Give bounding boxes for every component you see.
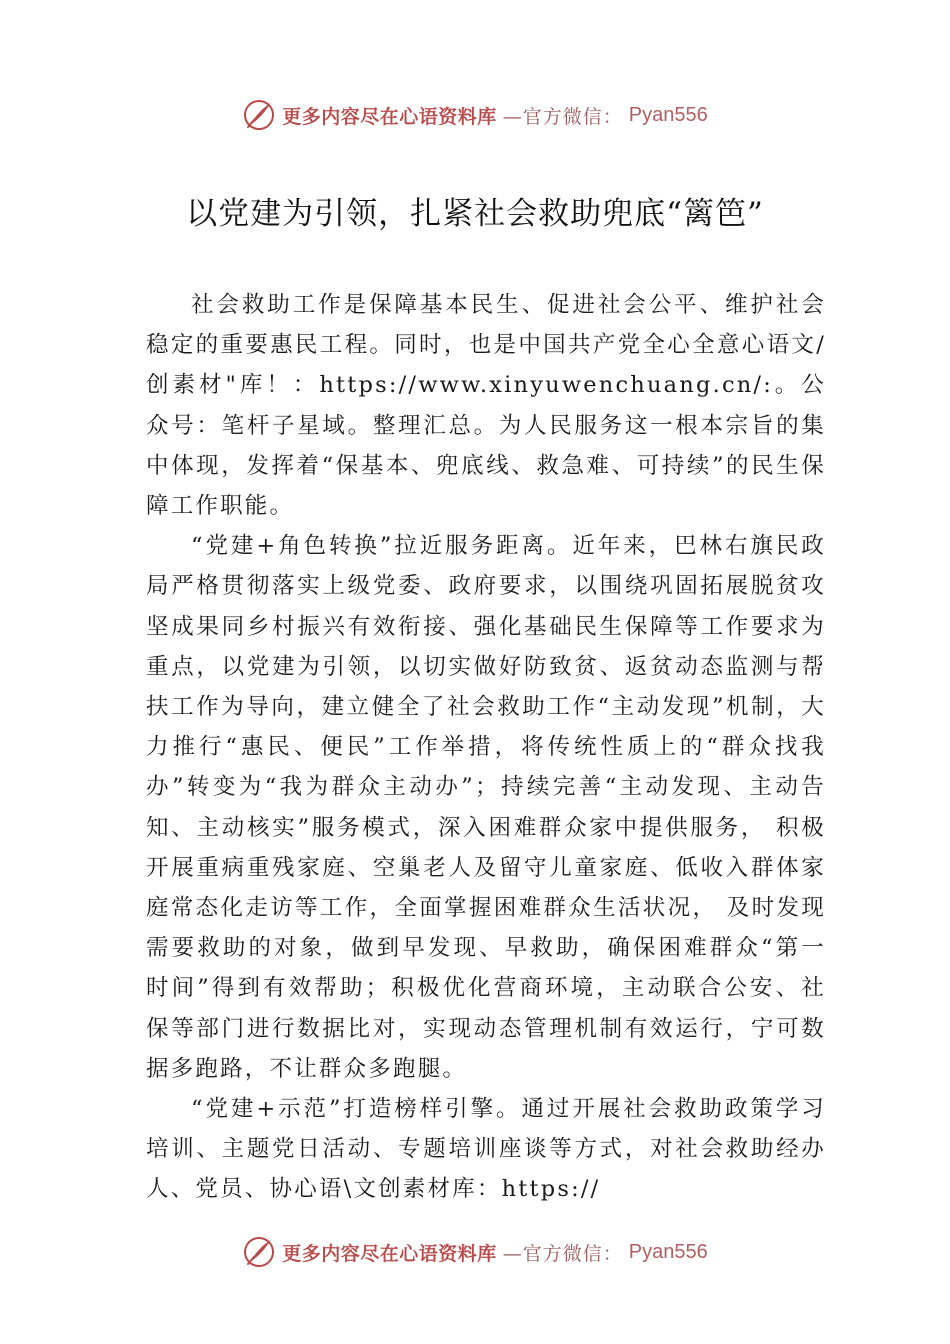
document-body (146, 285, 826, 1210)
document-title: 以党建为引领，扎紧社会救助兜底“篱笆” (186, 196, 764, 232)
banner-main-text: 更多内容尽在心语资料库 (282, 1242, 497, 1265)
feather-quill-logo-icon (242, 98, 276, 132)
banner-wechat-id: Pyan556 (628, 103, 708, 126)
feather-quill-logo-icon (242, 1235, 276, 1269)
banner-sub-text: —官方微信： (502, 1242, 623, 1265)
body-paragraph: “党建+示范”打造榜样引擎。通过开展社会救助政策学习培训、主题党日活动、专题培训座谈等方式，对社会救助经办人、党员、协心语\文创素材库：https:// (146, 1096, 826, 1203)
banner-sub-text: —官方微信： (502, 105, 623, 128)
banner-main-text: 更多内容尽在心语资料库 (282, 105, 497, 128)
footer-watermark-banner (0, 1232, 950, 1272)
body-paragraph: “党建+角色转换”拉近服务距离。近年来，巴林右旗民政局严格贯彻落实上级党委、政府要求，以围绕巩固拓展脱贫攻坚成果同乡村振兴有效衔接、强化基础民生保障等工作要求为重点，以党建为引领，以切实做好防致贫、返贫动态监测与帮扶工作为导向，建立健全了社会救助工作“主动发现”机制，大力推行“惠民、便民”工作举措，将传统性质上的“群众找我办”转变为“我为群众主动办”；持续完善“主动发现、主动告知、主动核实”服务模式，深入困难群众家中提供服务， 积极开展重病重残家庭、空巢老人及留守儿童家庭、低收入群体家庭常态化走访等工作，全面掌握困难群众生活状况， 及时发现需要救助的对象，做到早发现、早救助，确保困难群众“第一时间”得到有效帮助；积极优化营商环境，主动联合公安、社保等部门进行数据比对，实现动态管理机制有效运行，宁可数据多跑路，不让群众多跑腿。 (146, 533, 826, 1082)
body-paragraph: 社会救助工作是保障基本民生、促进社会公平、维护社会稳定的重要惠民工程。同时，也是中国共产党全心全意心语文/创素材"库！：https://www.xinyuwenchuang.cn/:。公众号：笔杆子星域。整理汇总。为人民服务这一根本宗旨的集中体现，发挥着“保基本、兜底线、救急难、可持续”的民生保障工作职能。 (146, 292, 826, 520)
banner-wechat-id: Pyan556 (628, 1240, 708, 1263)
header-watermark-banner (0, 95, 950, 135)
